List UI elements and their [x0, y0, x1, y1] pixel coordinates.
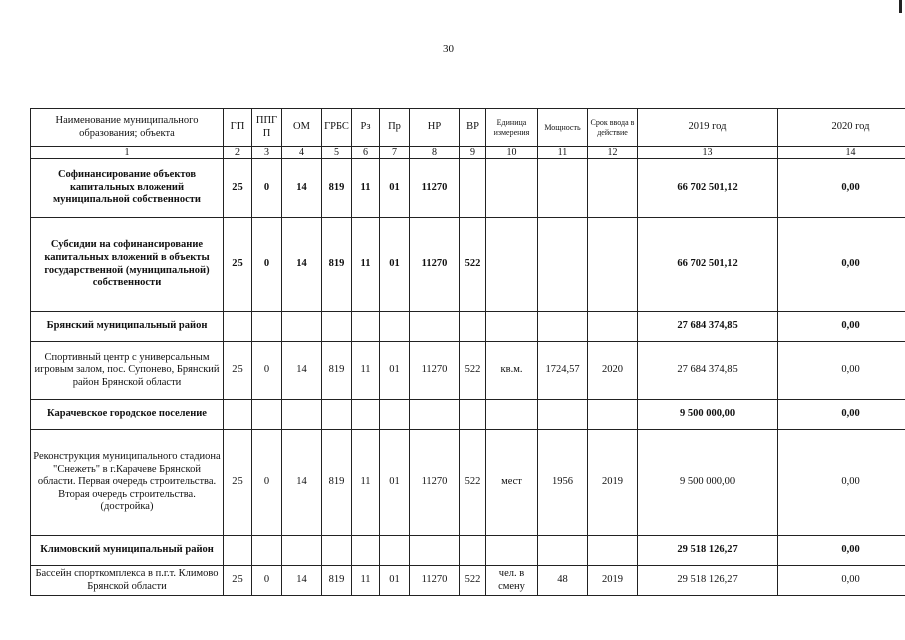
cell-term	[588, 218, 638, 312]
budget-table	[30, 108, 905, 596]
cell-unit	[486, 536, 538, 566]
column-number: 13	[638, 147, 778, 159]
cell-om: 14	[282, 566, 322, 596]
cell-rz: 11	[352, 342, 380, 400]
cell-grbs: 819	[322, 218, 352, 312]
table-row	[31, 536, 905, 566]
cell-om: 14	[282, 159, 322, 218]
table-row	[31, 218, 905, 312]
cell-capacity: 1724,57	[538, 342, 588, 400]
table-row	[31, 342, 905, 400]
cell-nr	[410, 400, 460, 430]
cell-unit	[486, 218, 538, 312]
cell-grbs	[322, 536, 352, 566]
cell-pr: 01	[380, 218, 410, 312]
cell-rz: 11	[352, 566, 380, 596]
cell-term	[588, 159, 638, 218]
cell-vr	[460, 536, 486, 566]
cell-2020: 0,00	[778, 218, 905, 312]
cell-name: Климовский муниципальный район	[31, 536, 224, 566]
cell-ppgp	[252, 536, 282, 566]
cell-gp	[224, 536, 252, 566]
table-row	[31, 159, 905, 218]
cell-nr	[410, 312, 460, 342]
header-ppgp: ППГ П	[252, 109, 282, 147]
cell-pr: 01	[380, 566, 410, 596]
column-number: 14	[778, 147, 905, 159]
cell-nr: 11270	[410, 218, 460, 312]
cell-2020: 0,00	[778, 159, 905, 218]
cell-2019: 27 684 374,85	[638, 312, 778, 342]
cell-vr: 522	[460, 566, 486, 596]
cell-vr	[460, 159, 486, 218]
cell-om: 14	[282, 342, 322, 400]
column-number: 3	[252, 147, 282, 159]
column-number: 5	[322, 147, 352, 159]
cell-2019: 29 518 126,27	[638, 536, 778, 566]
cell-gp: 25	[224, 159, 252, 218]
cell-capacity	[538, 400, 588, 430]
header-row	[31, 109, 905, 147]
cell-grbs: 819	[322, 566, 352, 596]
column-number: 4	[282, 147, 322, 159]
cell-unit: чел. в смену	[486, 566, 538, 596]
cell-capacity	[538, 159, 588, 218]
header-nr: НР	[410, 109, 460, 147]
table-row	[31, 312, 905, 342]
cell-gp: 25	[224, 218, 252, 312]
header-rz: Рз	[352, 109, 380, 147]
scan-edge-mark	[899, 0, 902, 13]
cell-grbs	[322, 400, 352, 430]
cell-nr: 11270	[410, 566, 460, 596]
cell-term: 2019	[588, 430, 638, 536]
cell-grbs: 819	[322, 430, 352, 536]
cell-term	[588, 312, 638, 342]
cell-rz: 11	[352, 430, 380, 536]
cell-unit	[486, 400, 538, 430]
column-number-row	[31, 147, 905, 159]
header-pr: Пр	[380, 109, 410, 147]
cell-name: Субсидии на софинансирование капитальных вложений в объекты государственной (муниципальной) собственности	[31, 218, 224, 312]
cell-gp	[224, 312, 252, 342]
cell-nr	[410, 536, 460, 566]
cell-unit	[486, 159, 538, 218]
column-number: 10	[486, 147, 538, 159]
cell-2020: 0,00	[778, 566, 905, 596]
header-om: ОМ	[282, 109, 322, 147]
cell-capacity	[538, 218, 588, 312]
header-2019: 2019 год	[638, 109, 778, 147]
cell-term: 2020	[588, 342, 638, 400]
cell-ppgp	[252, 312, 282, 342]
column-number: 12	[588, 147, 638, 159]
header-term: Срок ввода в действие	[588, 109, 638, 147]
cell-capacity: 48	[538, 566, 588, 596]
cell-2019: 29 518 126,27	[638, 566, 778, 596]
cell-pr	[380, 312, 410, 342]
cell-pr: 01	[380, 159, 410, 218]
header-grbs: ГРБС	[322, 109, 352, 147]
cell-rz	[352, 536, 380, 566]
cell-ppgp: 0	[252, 342, 282, 400]
column-number: 9	[460, 147, 486, 159]
cell-vr	[460, 312, 486, 342]
cell-2020: 0,00	[778, 536, 905, 566]
cell-2020: 0,00	[778, 430, 905, 536]
column-number: 1	[31, 147, 224, 159]
cell-2019: 9 500 000,00	[638, 400, 778, 430]
cell-om: 14	[282, 218, 322, 312]
column-number: 7	[380, 147, 410, 159]
cell-capacity	[538, 312, 588, 342]
cell-2019: 9 500 000,00	[638, 430, 778, 536]
cell-ppgp: 0	[252, 159, 282, 218]
cell-pr: 01	[380, 342, 410, 400]
cell-unit: мест	[486, 430, 538, 536]
column-number: 6	[352, 147, 380, 159]
cell-2020: 0,00	[778, 400, 905, 430]
cell-gp: 25	[224, 430, 252, 536]
page-number: 30	[443, 43, 454, 55]
cell-ppgp	[252, 400, 282, 430]
cell-om: 14	[282, 430, 322, 536]
cell-capacity	[538, 536, 588, 566]
column-number: 2	[224, 147, 252, 159]
cell-term	[588, 536, 638, 566]
cell-unit	[486, 312, 538, 342]
cell-2019: 66 702 501,12	[638, 159, 778, 218]
cell-pr: 01	[380, 430, 410, 536]
cell-term	[588, 400, 638, 430]
table-row	[31, 400, 905, 430]
column-number: 11	[538, 147, 588, 159]
cell-pr	[380, 536, 410, 566]
cell-gp: 25	[224, 566, 252, 596]
header-capacity: Мощность	[538, 109, 588, 147]
table-row	[31, 430, 905, 536]
cell-term: 2019	[588, 566, 638, 596]
cell-ppgp: 0	[252, 430, 282, 536]
cell-ppgp: 0	[252, 218, 282, 312]
cell-2019: 27 684 374,85	[638, 342, 778, 400]
cell-gp: 25	[224, 342, 252, 400]
header-gp: ГП	[224, 109, 252, 147]
cell-nr: 11270	[410, 159, 460, 218]
cell-grbs: 819	[322, 159, 352, 218]
cell-rz	[352, 400, 380, 430]
header-name: Наименование муниципального образования; объекта	[31, 109, 224, 147]
cell-gp	[224, 400, 252, 430]
cell-vr: 522	[460, 430, 486, 536]
cell-name: Реконструкция муниципального стадиона "Снежеть" в г.Карачеве Брянской области. Первая очередь строительства. Вторая очередь строительства. (достройка)	[31, 430, 224, 536]
cell-rz	[352, 312, 380, 342]
cell-vr: 522	[460, 342, 486, 400]
cell-unit: кв.м.	[486, 342, 538, 400]
header-unit: Единица измерения	[486, 109, 538, 147]
cell-name: Карачевское городское поселение	[31, 400, 224, 430]
header-2020: 2020 год	[778, 109, 905, 147]
cell-name: Бассейн спорткомплекса в п.г.т. Климово Брянской области	[31, 566, 224, 596]
cell-name: Софинансирование объектов капитальных вложений муниципальной собственности	[31, 159, 224, 218]
cell-ppgp: 0	[252, 566, 282, 596]
cell-om	[282, 536, 322, 566]
cell-2020: 0,00	[778, 312, 905, 342]
cell-grbs	[322, 312, 352, 342]
cell-vr: 522	[460, 218, 486, 312]
cell-2020: 0,00	[778, 342, 905, 400]
column-number: 8	[410, 147, 460, 159]
cell-vr	[460, 400, 486, 430]
cell-name: Брянский муниципальный район	[31, 312, 224, 342]
cell-name: Спортивный центр с универсальным игровым залом, пос. Супонево, Брянский район Брянской области	[31, 342, 224, 400]
cell-2019: 66 702 501,12	[638, 218, 778, 312]
header-vr: ВР	[460, 109, 486, 147]
cell-rz: 11	[352, 159, 380, 218]
cell-rz: 11	[352, 218, 380, 312]
cell-nr: 11270	[410, 342, 460, 400]
cell-nr: 11270	[410, 430, 460, 536]
cell-om	[282, 400, 322, 430]
cell-om	[282, 312, 322, 342]
cell-pr	[380, 400, 410, 430]
cell-grbs: 819	[322, 342, 352, 400]
table-row	[31, 566, 905, 596]
cell-capacity: 1956	[538, 430, 588, 536]
